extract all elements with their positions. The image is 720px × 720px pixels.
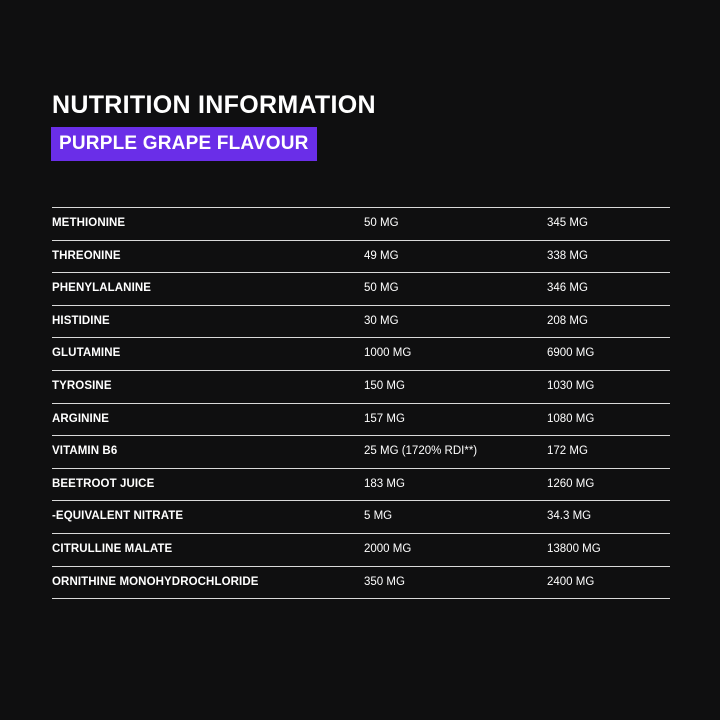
per-100g-value: 345 MG <box>547 217 588 229</box>
per-serving-value: 350 MG <box>364 575 405 588</box>
table-row <box>52 404 670 437</box>
per-100g-value: 6900 MG <box>547 347 595 360</box>
per-100g-value: 338 MG <box>547 249 588 262</box>
per-100g-value: 34.3 MG <box>547 510 592 523</box>
nutrient-name: HISTIDINE <box>52 314 110 327</box>
nutrient-name: ORNITHINE MONOHYDROCHLORIDE <box>52 575 259 588</box>
nutrient-name: THREONINE <box>52 249 121 262</box>
nutrient-name: TYROSINE <box>52 379 112 392</box>
nutrient-name: PHENYLALANINE <box>52 282 152 295</box>
per-100g-value: 1260 MG <box>547 477 595 490</box>
flavour-badge: PURPLE GRAPE FLAVOUR <box>51 127 317 161</box>
table-row <box>52 241 670 274</box>
table-row <box>52 436 670 469</box>
nutrient-name: GLUTAMINE <box>52 347 121 360</box>
nutrient-name: BEETROOT JUICE <box>52 477 155 490</box>
nutrient-name: ARGININE <box>52 412 110 425</box>
per-100g-value: 1030 MG <box>547 379 595 392</box>
table-row <box>52 208 670 241</box>
per-serving-value: 150 MG <box>364 379 405 392</box>
table-row <box>52 534 670 567</box>
nutrition-table <box>52 207 670 599</box>
per-100g-value: 1080 MG <box>547 412 595 425</box>
per-serving-value: 30 MG <box>364 314 399 327</box>
table-row <box>52 273 670 306</box>
nutrient-name: -EQUIVALENT NITRATE <box>52 510 184 523</box>
table-row <box>52 469 670 502</box>
per-serving-value: 1000 MG <box>364 347 412 360</box>
table-row <box>52 501 670 534</box>
per-100g-value: 13800 MG <box>547 542 601 555</box>
per-serving-value: 2000 MG <box>364 542 412 555</box>
per-serving-value: 183 MG <box>364 477 405 490</box>
page-title: NUTRITION INFORMATION <box>52 91 376 119</box>
table-row <box>52 371 670 404</box>
nutrient-name: VITAMIN B6 <box>52 445 118 458</box>
nutrient-name: METHIONINE <box>52 217 126 229</box>
table-row <box>52 306 670 339</box>
per-serving-value: 50 MG <box>364 282 399 295</box>
per-serving-value: 157 MG <box>364 412 405 425</box>
nutrient-name: CITRULLINE MALATE <box>52 542 173 555</box>
per-serving-value: 25 MG (1720% RDI**) <box>364 445 478 458</box>
per-serving-value: 5 MG <box>364 510 393 523</box>
per-serving-value: 50 MG <box>364 217 399 229</box>
table-row <box>52 338 670 371</box>
table-row <box>52 567 670 600</box>
per-100g-value: 172 MG <box>547 445 588 458</box>
per-serving-value: 49 MG <box>364 249 399 262</box>
per-100g-value: 208 MG <box>547 314 588 327</box>
per-100g-value: 2400 MG <box>547 575 595 588</box>
per-100g-value: 346 MG <box>547 282 588 295</box>
